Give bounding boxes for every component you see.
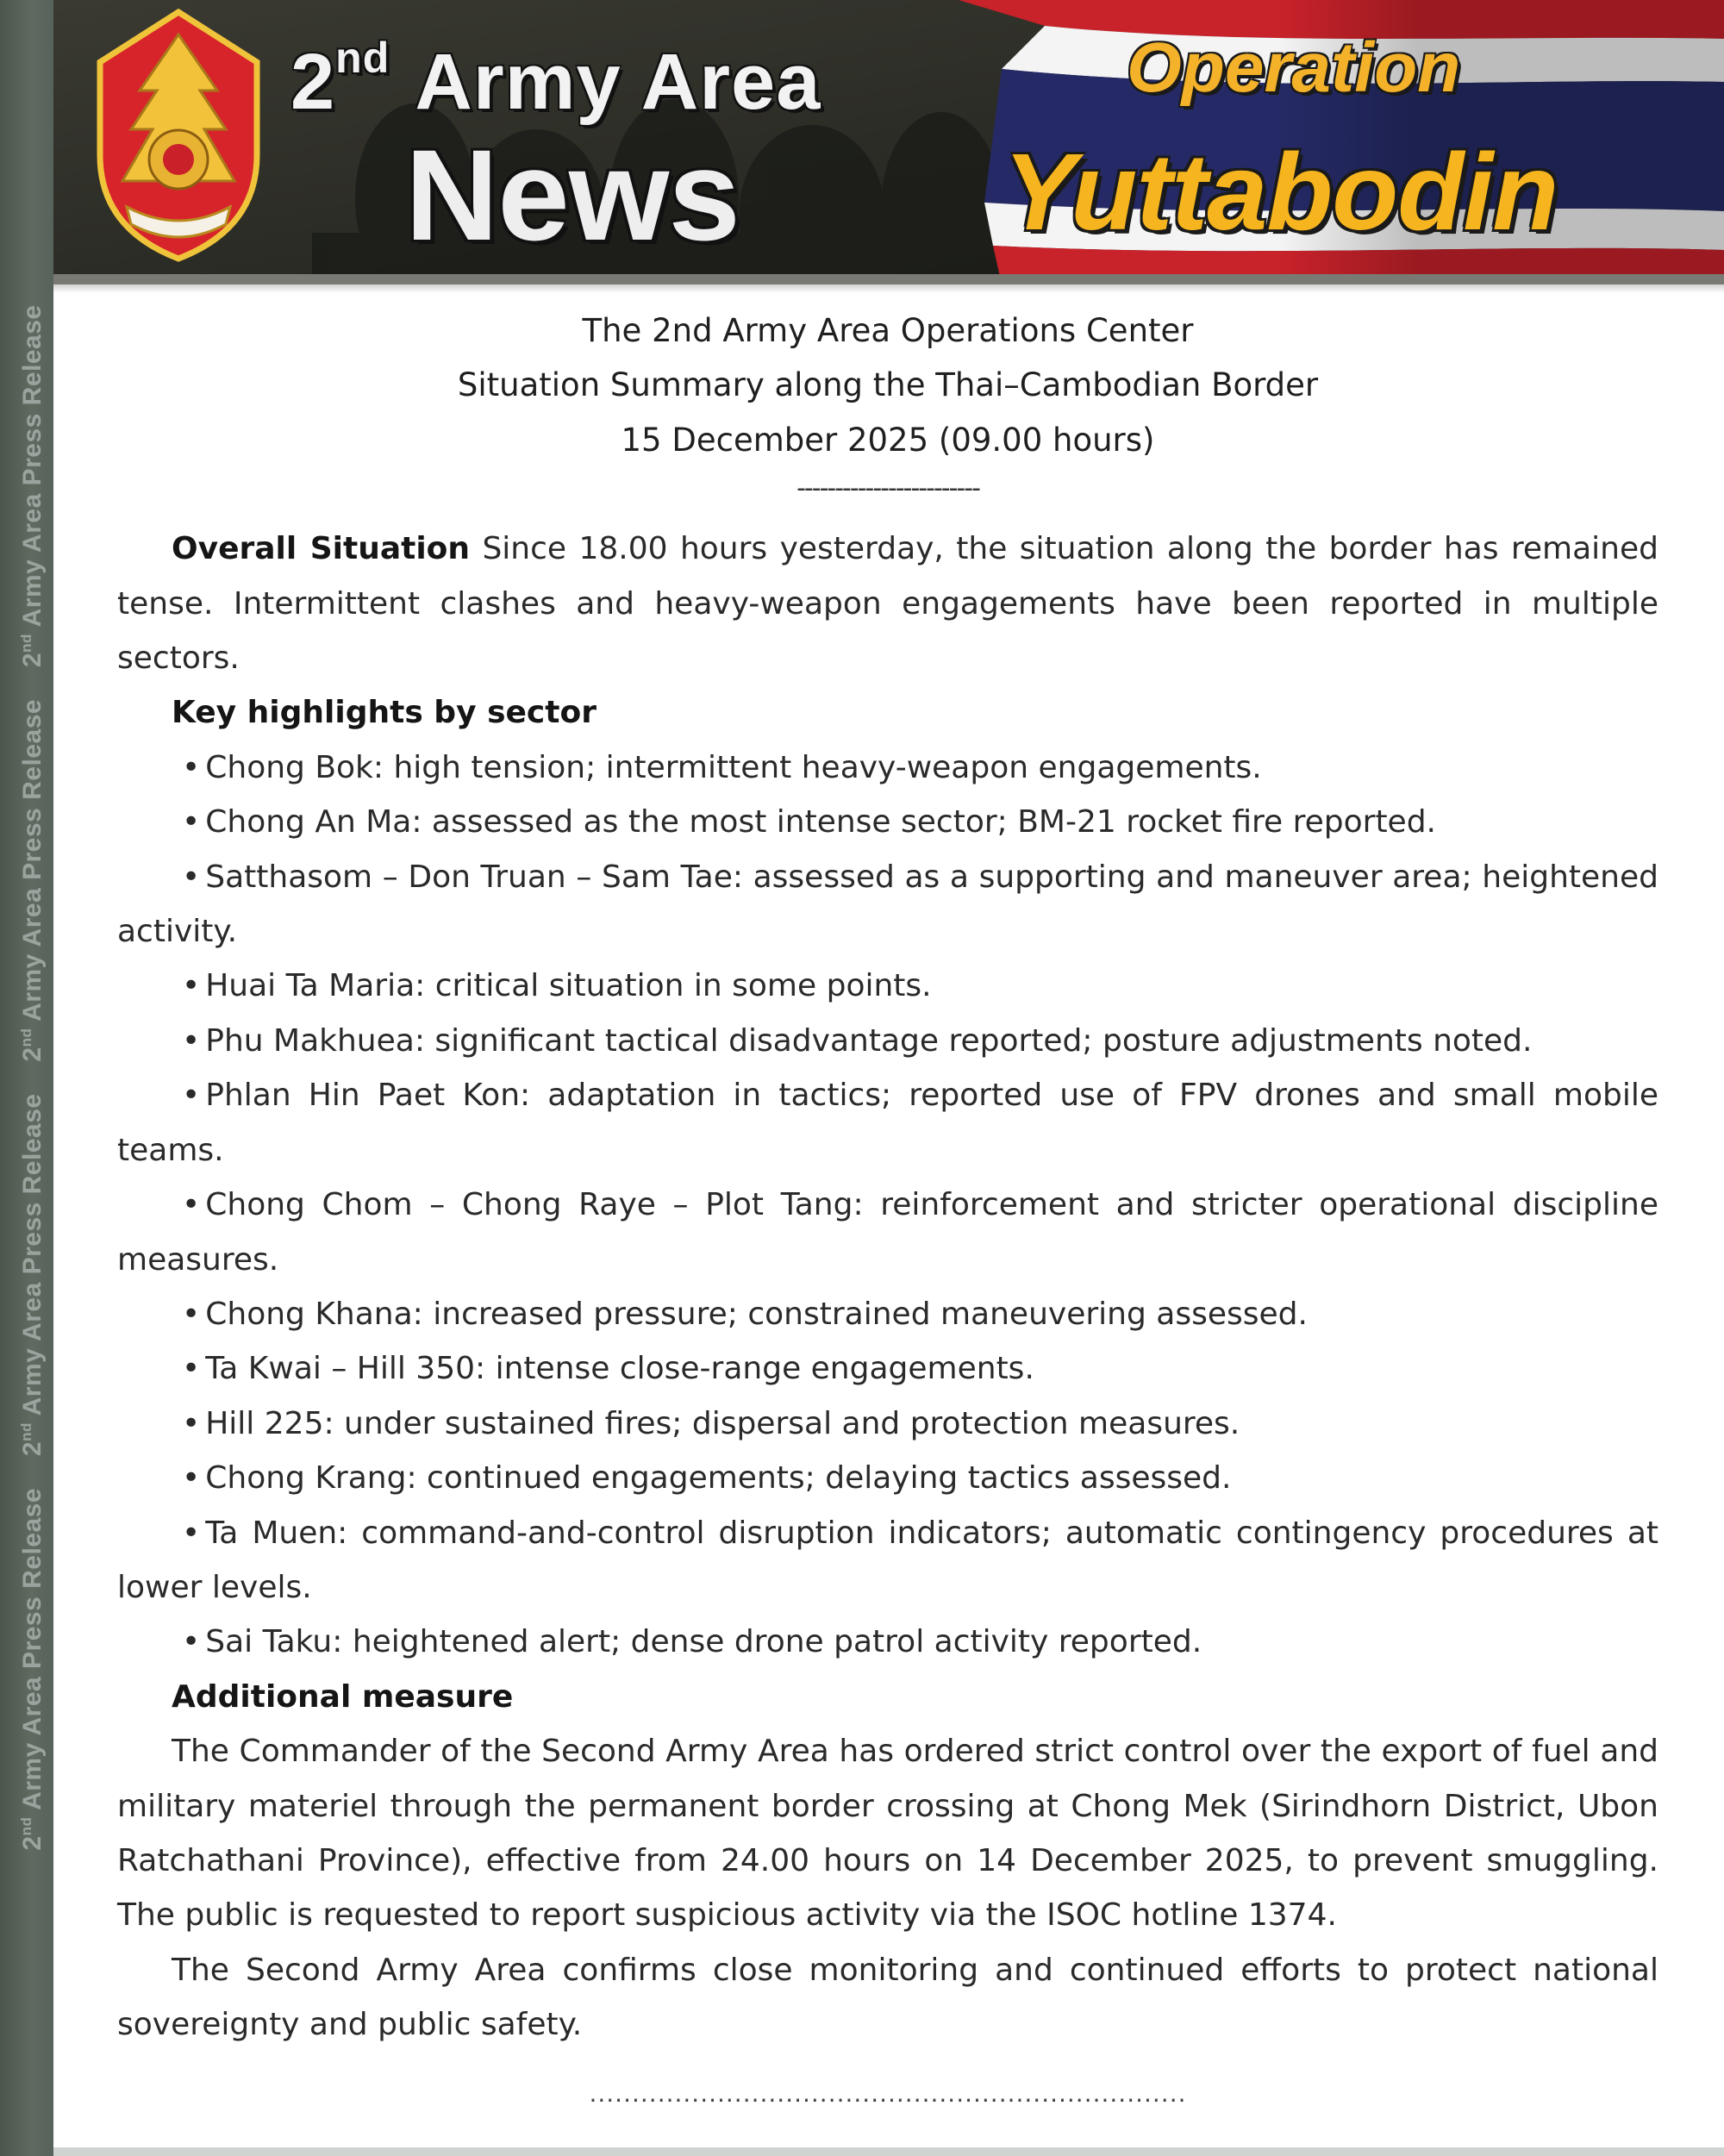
- additional-measure-heading: Additional measure: [172, 1678, 514, 1715]
- list-item: • Chong Bok: high tension; intermittent heavy-weapon engagements.: [182, 749, 1262, 785]
- header-operation-label: Operation: [1127, 28, 1461, 107]
- list-item: • Ta Kwai – Hill 350: intense close-range engagements.: [182, 1351, 1034, 1387]
- document-title-line-1: The 2nd Army Area Operations Center: [582, 312, 1194, 349]
- list-item: • Chong Khana: increased pressure; constrained maneuvering assessed.: [182, 1296, 1308, 1332]
- overall-situation-label: Overall Situation: [172, 531, 471, 567]
- list-item: • Satthasom – Don Truan – Sam Tae: assessed as a supporting and maneuver area; heightened activity.: [117, 859, 1658, 950]
- overall-situation-paragraph: [117, 522, 1658, 685]
- side-strip-segment: 2nd Army Area Press Release: [18, 304, 47, 668]
- document-shadow: [53, 284, 1724, 293]
- header-title-news: News: [405, 122, 740, 267]
- side-strip-segment: 2nd Army Area Press Release: [18, 698, 47, 1062]
- document-title-line-2: Situation Summary along the Thai–Cambodian Border: [457, 366, 1319, 404]
- side-strip: [0, 0, 53, 2156]
- list-item: • Ta Muen: command-and-control disruption indicators; automatic contingency procedures at lower levels.: [117, 1515, 1658, 1605]
- document-content: [117, 303, 1658, 2111]
- side-strip-segment: 2nd Army Area Press Release: [18, 1487, 47, 1851]
- army-emblem-icon: [88, 9, 269, 263]
- side-strip-text: [9, 9, 47, 2147]
- bottom-bar: [53, 2147, 1724, 2156]
- list-item: • Hill 225: under sustained fires; dispersal and protection measures.: [182, 1405, 1240, 1441]
- list-item: • Chong An Ma: assessed as the most intense sector; BM-21 rocket fire reported.: [182, 804, 1436, 841]
- header-title-army-area: 2nd Army Area: [290, 34, 821, 126]
- list-item: • Phu Makhuea: significant tactical disadvantage reported; posture adjustments noted.: [182, 1022, 1533, 1059]
- closing-paragraph: The Second Army Area confirms close monitoring and continued efforts to protect national sovereignty and public safety.: [117, 1952, 1658, 2043]
- key-highlights-heading: Key highlights by sector: [172, 695, 597, 731]
- document-date-line: 15 December 2025 (09.00 hours): [621, 421, 1155, 459]
- title-separator: ------------------------: [796, 473, 979, 504]
- side-strip-segment: 2nd Army Area Press Release: [18, 1093, 47, 1457]
- list-item: • Chong Chom – Chong Raye – Plot Tang: reinforcement and stricter operational discipline measures.: [117, 1187, 1658, 1278]
- end-mark: ......................................................................: [589, 2078, 1187, 2108]
- list-item: • Huai Ta Maria: critical situation in some points.: [182, 968, 932, 1004]
- header-banner: [53, 0, 1724, 284]
- additional-measure-paragraph: The Commander of the Second Army Area has ordered strict control over the export of fuel and military materiel through the permanent border crossing at Chong Mek (Sirindhorn District, Ubon Ratchathani Province), effective from 24.00 hours on 14 December 2025, to prevent smuggling. The public is requested to report suspicious activity via the ISOC hotline 1374.: [117, 1734, 1658, 1934]
- list-item: • Chong Krang: continued engagements; delaying tactics assessed.: [182, 1460, 1232, 1497]
- header-operation-name: Yuttabodin: [1003, 131, 1558, 253]
- list-item: • Phlan Hin Paet Kon: adaptation in tactics; reported use of FPV drones and small mobile teams.: [117, 1078, 1658, 1168]
- list-item: • Sai Taku: heightened alert; dense drone patrol activity reported.: [182, 1624, 1202, 1660]
- overall-situation-text: Since 18.00 hours yesterday, the situation along the border has remained tense. Intermittent clashes and heavy-weapon engagements have been reported in multiple sectors.: [117, 531, 1658, 677]
- document-body: [53, 284, 1724, 2156]
